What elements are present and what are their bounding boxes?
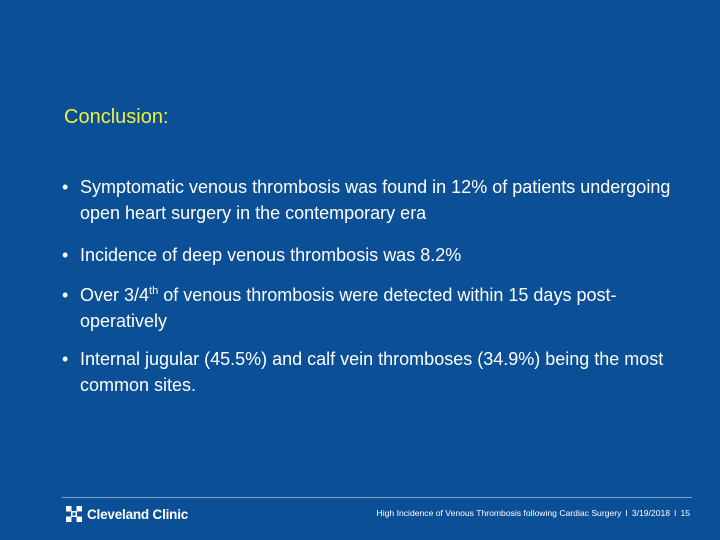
bullet-text-start: Over 3/4 [80,285,150,305]
bullet-glyph: • [62,177,69,197]
bullet-text: Symptomatic venous thrombosis was found in 12% of patients undergoing open heart surgery in the contemporary era [80,177,671,223]
bullet-item [62,242,702,268]
footer-separator: I [625,508,628,518]
bullet-glyph: • [62,349,69,369]
bullet-text: Incidence of deep venous thrombosis was 8.2% [80,245,462,265]
bullet-text-superscript: th [149,285,159,297]
footer-caption [377,508,690,518]
footer-divider [62,497,692,498]
bullet-text-end: of venous thrombosis were detected within 15 days post-operatively [80,285,617,331]
footer-separator: I [674,508,677,518]
bullet-item [62,346,702,398]
bullet-glyph: • [62,285,69,305]
cleveland-clinic-logo-icon [66,506,82,522]
bullet-text [80,282,702,334]
footer-presentation-title: High Incidence of Venous Thrombosis following Cardiac Surgery [376,508,622,518]
cleveland-clinic-logo [66,505,188,523]
slide-heading: Conclusion: [64,106,169,128]
footer-page-number: 15 [680,508,690,518]
footer-date: 3/19/2018 [631,508,671,518]
logo-wordmark: Cleveland Clinic [87,506,189,522]
bullet-glyph: • [62,245,69,265]
bullet-text: Internal jugular (45.5%) and calf vein thromboses (34.9%) being the most common sites. [80,349,664,395]
bullet-item [62,282,702,334]
bullet-item [62,174,702,226]
